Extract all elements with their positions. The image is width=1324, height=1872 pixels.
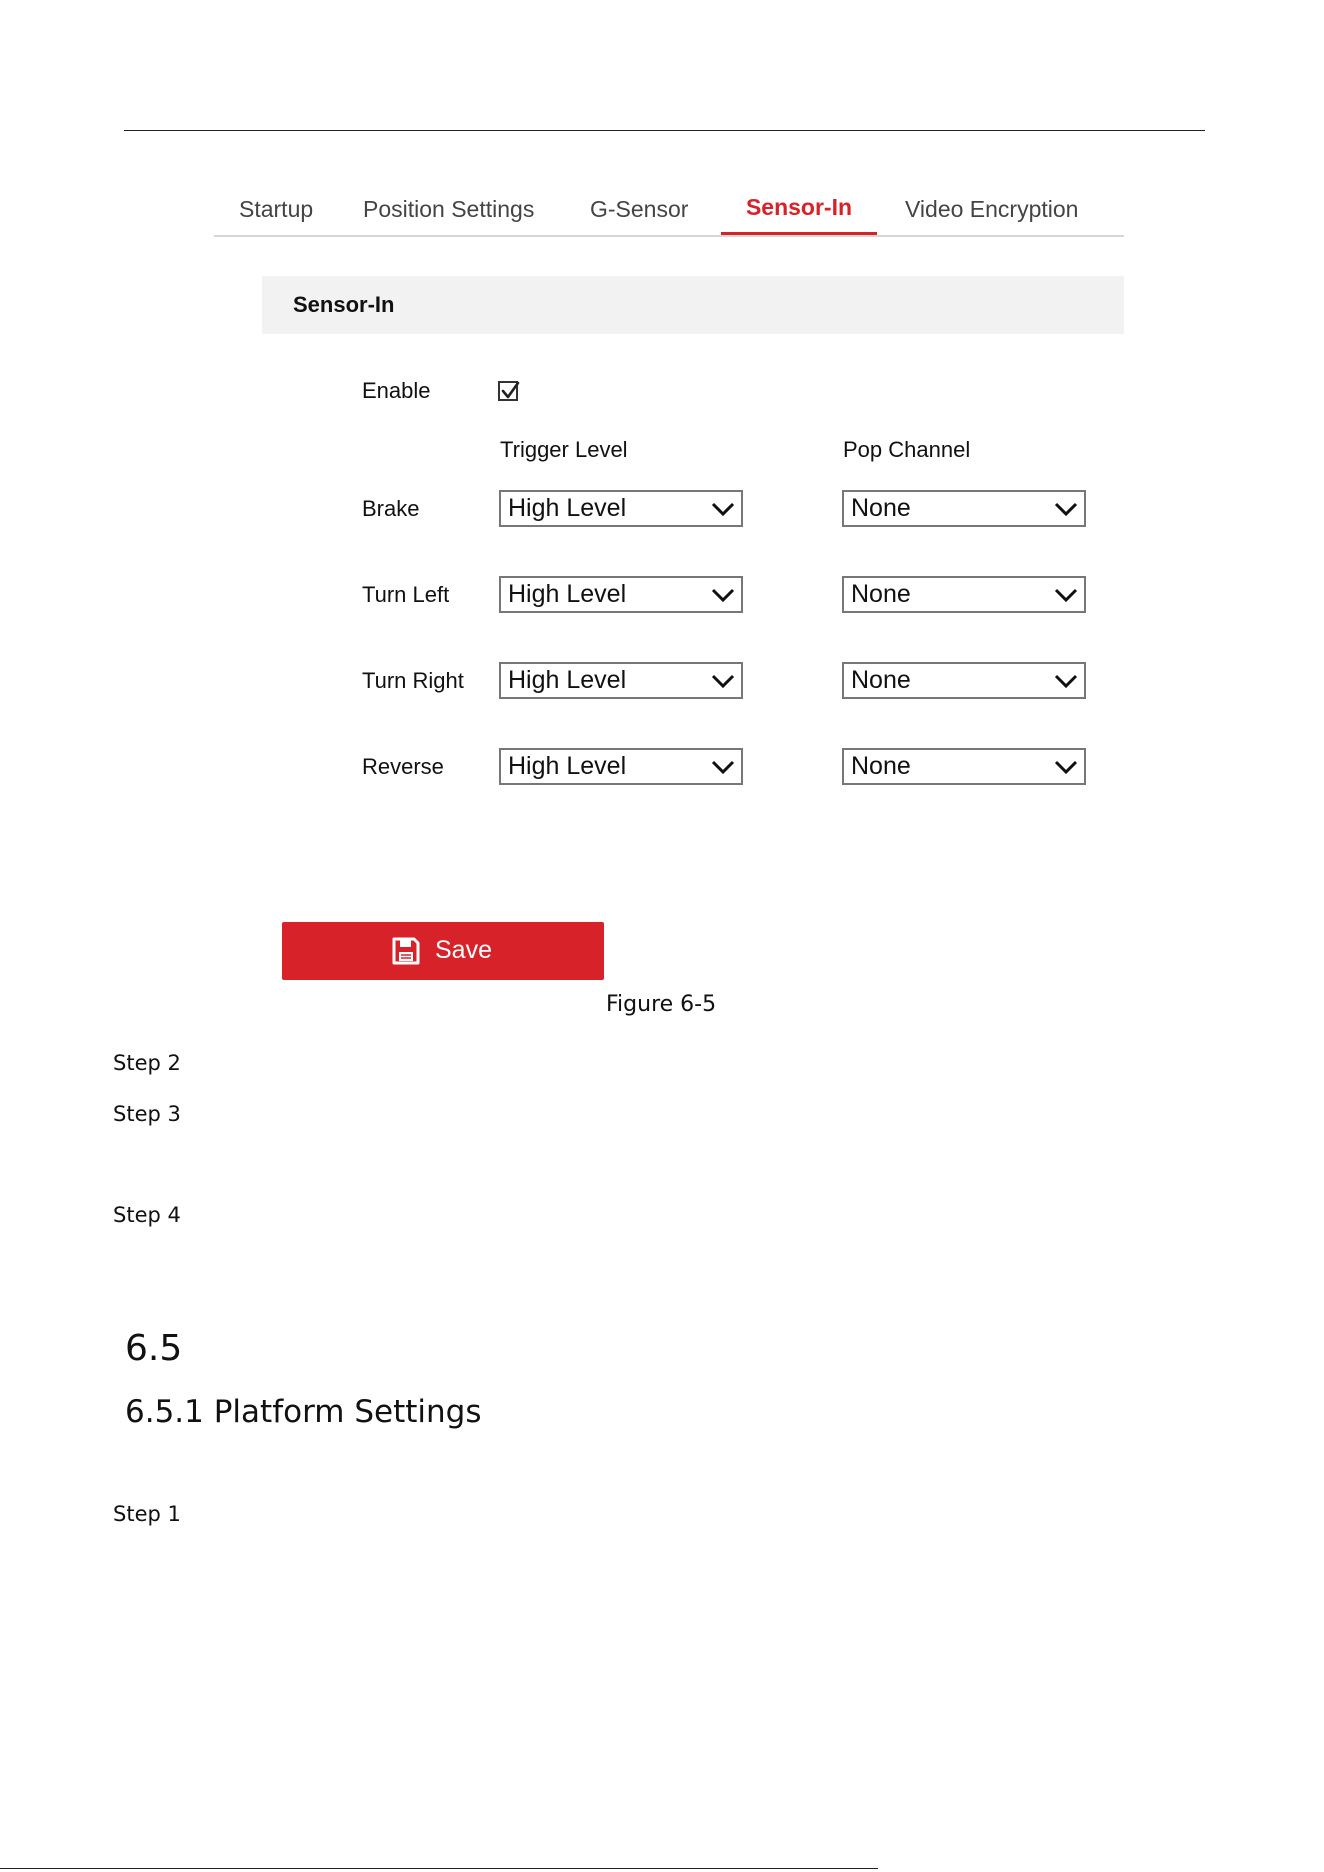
figure-caption: Figure 6-5 xyxy=(606,992,717,1017)
subsection-heading: 6.5.1 Platform Settings xyxy=(125,1394,482,1430)
section-header xyxy=(262,276,1124,334)
turn-left-pop-channel-select[interactable] xyxy=(842,576,1086,613)
row-label-turn-right: Turn Right xyxy=(362,668,464,693)
chevron-down-icon xyxy=(711,585,735,605)
row-label-brake: Brake xyxy=(362,496,420,521)
save-button[interactable] xyxy=(282,922,604,980)
reverse-pop-channel-select[interactable] xyxy=(842,748,1086,785)
page-top-rule xyxy=(124,130,1205,131)
chevron-down-icon xyxy=(711,671,735,691)
brake-trigger-level-select[interactable] xyxy=(499,490,743,527)
section-heading-number: 6.5 xyxy=(125,1328,183,1369)
step-label: Step 2 xyxy=(113,1051,181,1075)
tab-startup[interactable]: Startup xyxy=(239,196,314,222)
select-value: None xyxy=(851,580,911,608)
settings-tabs xyxy=(214,186,1124,236)
save-button-label: Save xyxy=(435,936,492,964)
tab-video-encryption[interactable]: Video Encryption xyxy=(905,196,1079,222)
row-label-turn-left: Turn Left xyxy=(362,582,450,607)
reverse-trigger-level-select[interactable] xyxy=(499,748,743,785)
tab-sensor-in[interactable]: Sensor-In xyxy=(721,186,877,236)
trigger-level-header: Trigger Level xyxy=(500,437,628,462)
check-icon xyxy=(499,379,521,401)
page-bottom-rule xyxy=(0,1868,878,1869)
pop-channel-header: Pop Channel xyxy=(843,437,971,462)
step-label: Step 4 xyxy=(113,1203,181,1227)
chevron-down-icon xyxy=(1054,499,1078,519)
section-title: Sensor-In xyxy=(293,292,395,317)
enable-label: Enable xyxy=(362,378,431,403)
step-label: Step 1 xyxy=(113,1502,181,1526)
select-value: High Level xyxy=(508,666,627,694)
tab-g-sensor[interactable]: G-Sensor xyxy=(590,196,689,222)
select-value: High Level xyxy=(508,494,627,522)
select-value: High Level xyxy=(508,752,627,780)
turn-right-pop-channel-select[interactable] xyxy=(842,662,1086,699)
select-value: High Level xyxy=(508,580,627,608)
select-value: None xyxy=(851,666,911,694)
chevron-down-icon xyxy=(1054,671,1078,691)
chevron-down-icon xyxy=(1054,757,1078,777)
step-label: Step 3 xyxy=(113,1102,181,1126)
tabs-divider xyxy=(214,235,1124,237)
chevron-down-icon xyxy=(711,757,735,777)
row-label-reverse: Reverse xyxy=(362,754,444,779)
select-value: None xyxy=(851,752,911,780)
chevron-down-icon xyxy=(1054,585,1078,605)
tab-position-settings[interactable]: Position Settings xyxy=(363,196,535,222)
enable-checkbox[interactable] xyxy=(498,381,518,401)
select-value: None xyxy=(851,494,911,522)
chevron-down-icon xyxy=(711,499,735,519)
floppy-disk-icon xyxy=(391,936,421,966)
turn-left-trigger-level-select[interactable] xyxy=(499,576,743,613)
brake-pop-channel-select[interactable] xyxy=(842,490,1086,527)
turn-right-trigger-level-select[interactable] xyxy=(499,662,743,699)
